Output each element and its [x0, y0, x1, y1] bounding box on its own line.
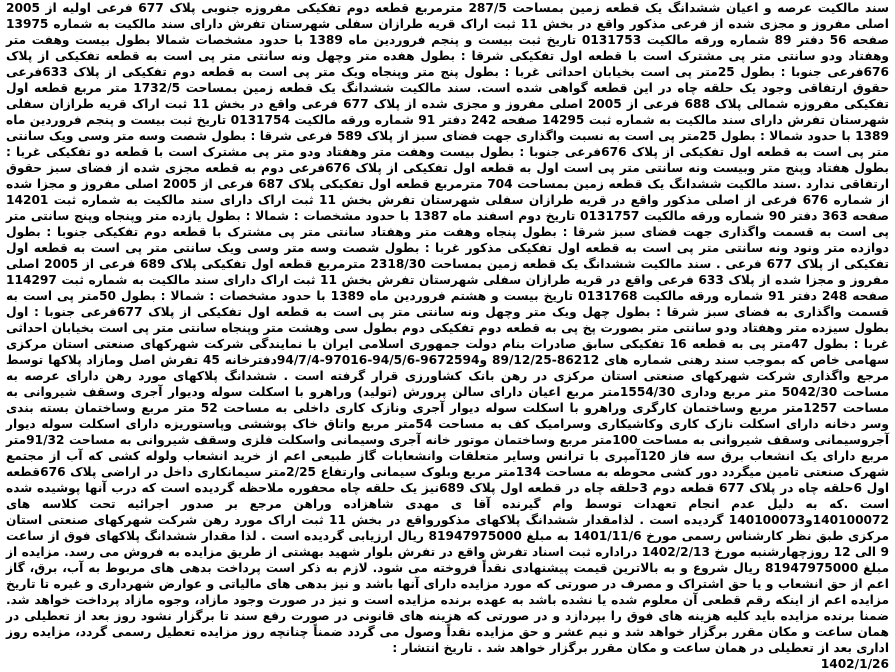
publish-date-line	[6, 656, 889, 672]
notice-body-text: سند مالکیت عرصه و اعیان ششدانگ یک قطعه زمین بمساحت 287/5 مترمربع قطعه دوم تفکیکی مفروزه جنوبی پلاک 677 فرعی اولیه از 2005 اصلی مفروز و مجزی شده از فرعی مذکور واقع در بخش 11 ثبت اراک قریه طرازان سفلی شهرستان تفرش دارای سند مالکیت به شماره 13975 صفحه 56 دفتر 89 شماره ورقه مالکیت 0131753 تاریخ ثبت بیست و پنجم فروردین ماه 1389 با حدود مشخصات شمالا بطول بیست وهفت متر وهفتاد ودو سانتی متر پی مشترک است با قطعه اول تفکیکی شرقا : بطول هفده متر وچهل ونه سانتی متر پی است به قطعه تفکیکی از پلاک 676فرعی جنوبا : بطول 25متر پی است بخیابان احداثی غربا : بطول پنج متر وپنجاه ویک متر پی است به قطعه دوم تفکیکی از پلاک 633فرعی حقوق ارتفاقی وجود یک حلقه چاه در این قطعه گواهی شده است. سند مالکیت ششدانگ یک قطعه زمین بمساحت 1732/5 متر مربع قطعه اول تفکیکی مفروزه شمالی پلاک 688 فرعی از 2005 اصلی مفروز و مجزی شده از پلاک 677 فرعی واقع در بخش 11 ثبت اراک قریه طرازان سفلی شهرستان تفرش دارای سند مالکیت به شماره ثبت 14295 صفحه 242 دفتر 91 شماره ورقه مالکیت 0131754 تاریخ ثبت بیست و پنجم فروردین ماه 1389 با حدود شمالا : بطول 25متر پی است به نسبت واگذاری جهت فضای سبز از پلاک 589 فرعی شرقا : بطول شصت وسه متر وسی ویک سانتی متر پی است به قطعه اول تفکیکی از پلاک 676فرعی جنوبا : بطول بیست وهفت متر وهفتاد ودو متر پی مشترک است با قطعه دو تفکیکی غربا : بطول هفتاد وپنج متر وبیست ونه سانتی متر پی است اول به قطعه اول تفکیکی از پلاک 676فرعی دوم به قطعه مجزی شده از فضای سبز حقوق ارتفاقی ندارد .سند مالکیت ششدانگ یک قطعه زمین بمساحت 704 مترمربع قطعه اول تفکیکی پلاک 687 فرعی از 2005 اصلی مفروز و مجزا شده از شماره 676 فرعی از اصلی مذکور واقع در قریه طرازان سفلی شهرستان تفرش بخش 11 ثبت اراک دارای سند مالکیت به شماره ثبت 14201 صفحه 363 دفتر 90 شماره ورقه مالکیت 0131757 تاریخ دوم اسفند ماه 1387 با حدود مشخصات : شمالا : بطول یازده متر وپنجاه وپنج سانتی متر پی است به قسمت واگذاری جهت فضای سبز شرقا : بطول پنجاه وهفت متر وهفتاد سانتی متر پی مشترک با قطعه دوم تفکیکی جنوبا : بطول دوازده متر ونود ونه سانتی متر پی است به قطعه اول تفکیکی مذکور غربا : بطول شصت وسه متر وسی ویک سانتی متر پی است به قطعه اول تفکیکی از پلاک 677 فرعی . سند مالکیت ششدانگ یک قطعه زمین بمساحت 2318/30 مترمربع قطعه اول تفکیکی پلاک 689 فرعی از 2005 اصلی مفروز و مجزا شده از پلاک 633 فرعی واقع در قریه طرازان سفلی شهرستان تفرش بخش 11 ثبت اراک دارای سند مالکیت به شماره ثبت 114297 صفحه 248 دفتر 91 شماره ورقه مالکیت 0131768 تاریخ بیست و هشتم فروردین ماه 1389 با حدود مشخصات : شمالا : بطول 50متر پی است به قسمت واگذاری به فضای سبز شرقا : بطول چهل ویک متر وچهل ونه سانتی متر پی است به قطعه اول تفکیکی از پلاک 677فرعی جنوبا : اول بطول سیزده متر وهفتاد ودو سانتی متر بصورت پخ پی به قطعه دوم تفکیکی دوم بطول سی وهشت متر وپنجاه سانتی متر پی است بخیابان احداثی غربا : بطول 47متر پی به قطعه 16 تفکیکی سابق صادرات بنام دولت جمهوری اسلامی ایران با نمایندگی شرکت شهرکهای صنعتی استان مرکزی سهامی خاص که بموجب سند رهنی شماره های 86212-89/12/25 و9672594-94/5/6-97016-94/7/4دفترخانه 45 تفرش اصل ومازاد پلاکها توسط مرجع واگذاری شرکت شهرکهای صنعتی استان مرکزی در رهن بانک کشاورزی قرار گرفته است . ششدانگ پلاکهای مورد رهن دارای عرصه به مساحت 5042/30 متر مربع وداری 1554/30متر مربع اعیان دارای سالن پرورش (تولید) وراهرو با اسکلت سوله ودیوار آجری وسقف شیروانی به مساحت 1257متر مربع وساختمان کارگری وراهرو با اسکلت سوله دیوار آجری ونازک کاری داخلی به مساحت 52 متر مربع وساختمان بسته بندی وسر دخانه دارای اسکلت نازک کاری وکاشیکاری وسرامیک کف به مساحت 54متر مربع واتاق خاک پوششی وپاستوریزه دارای اسکلت سوله دیوار آجروسیمانی وسقف شیروانی به مساحت 100متر مربع وساختمان موتور خانه آجری وسیمانی واسکلت فلزی وسقف شیروانی به مساحت 91/32متر مربع دارای یک انشعاب برق سه فاز 120آمپری با ترانس وسایر متعلقات وانشعابات گاز طبیعی اعم از خرید انشعاب ولوله کشی که آب از مجتمع شهرک صنعتی تامین میگردد دور کشی محوطه به مساحت 134متر مربع وبلوک سیمانی وارتفاع 2/25متر سیمانکاری داخل در اراضی پلاک 676قطعه اول 6حلقه چاه در پلاک 677 قطعه دوم 3حلقه چاه در قطعه اول پلاک 689نیز یک حلقه چاه محفوره ملاحظه گردیده است که درب آنها پوشیده شده است .که به دلیل عدم انجام تعهدات توسط وام گیرنده آقا ی مهدی شاهزاده وراهن مرجع بر صدور اجرائیه تحت کلاسه های 140100072و140100073 گردیده است . لذامقدار ششدانگ پلاکهای مذکورواقع در بخش 11 ثبت اراک مورد رهن شرکت شهرکهای صنعتی استان مرکزی طبق نظر کارشناس رسمی مورخ 1401/11/6 به مبلغ 81947975000 ریال ارزیابی گردیده است . لذا مقدار ششدانگ پلاکهای فوق از ساعت 9 الی 12 روزچهارشنبه مورخ 1402/2/13 دراداره ثبت اسناد تفرش واقع در تفرش بلوار شهید بهشتی از طریق مزایده به فروش می رسد. مزایده از مبلغ 81947975000 ریال شروع و به بالاترین قیمت پیشنهادی نقداً فروخته می شود. لازم به ذکر است پرداخت بدهی های مربوط به آب، برق، گاز اعم از حق انشعاب و یا حق اشتراک و مصرف در صورتی که مورد مزایده دارای آنها باشد و نیز بدهی های مالیاتی و عوارض شهرداری و غیره تا تاریخ مزایده اعم از اینکه رقم قطعی آن معلوم شده یا نشده باشد به عهده برنده مزایده است و نیز در صورت وجود مازاد، وجوه مازاد پرداخت خواهد شد. ضمنا برنده مزایده باید کلیه هزینه های فوق را بپردازد و در صورتی که هزینه های قانونی در صورت رفع سند تا برگزار نشود روز بعد از تعطیلی در همان ساعت و مکان مقرر برگزار خواهد شد و نیم عشر و حق مزایده نقداً وصول می گردد ضمناً چنانچه روز مزایده تعطیل رسمی گردد، مزایده روز اداری بعد از تعطیلی در همان ساعت و مکان مقرر برگزار خواهد شد . تاریخ انتشار :	[6, 1, 890, 655]
publish-date: 1402/1/26	[820, 657, 889, 671]
